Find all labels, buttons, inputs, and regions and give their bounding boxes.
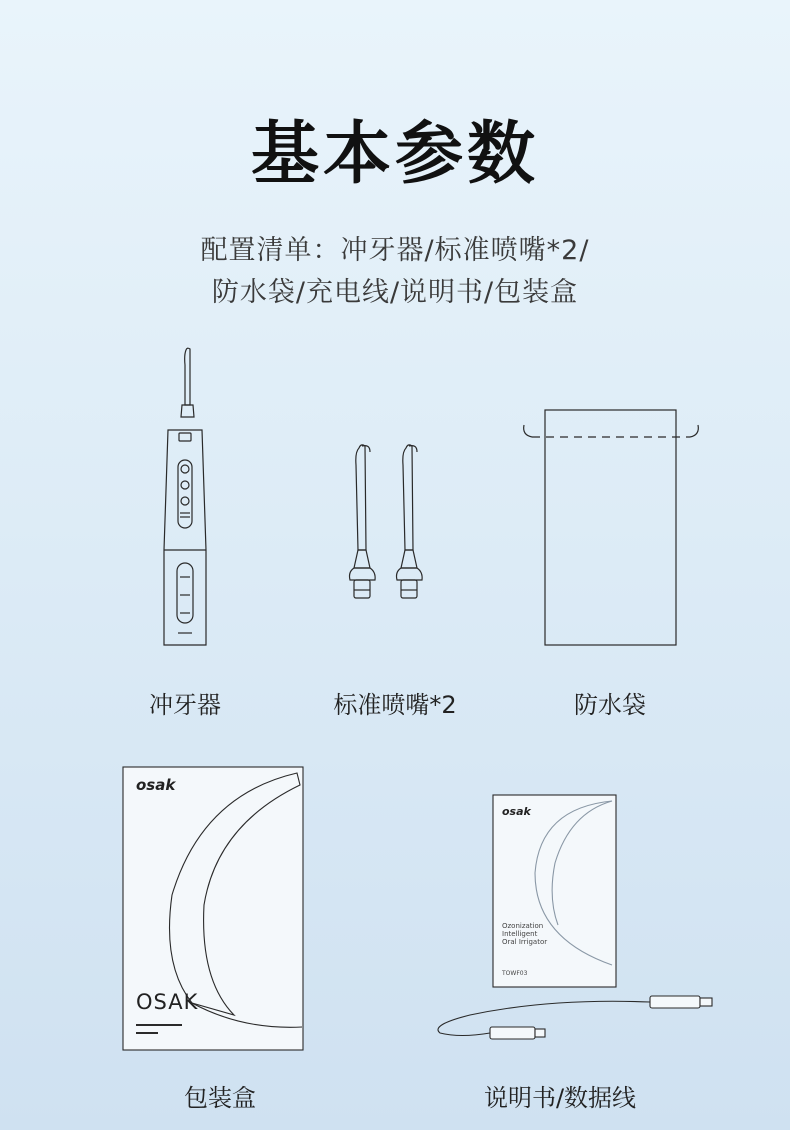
manual-text-3: Oral Irrigator	[502, 938, 548, 946]
item-label-manual-cable: 说明书/数据线	[483, 1084, 637, 1112]
nozzle-icon	[340, 440, 450, 620]
item-label-flosser: 冲牙器	[149, 691, 221, 719]
manual-text-1: Ozonization	[502, 922, 544, 930]
manual-cable-icon	[430, 793, 720, 1055]
manual-brand-logo: osak	[502, 805, 531, 818]
box-brand-logo: osak	[136, 776, 176, 794]
box-product-name: OSAK	[136, 990, 199, 1014]
water-flosser-icon	[160, 345, 210, 650]
manual-text-2: Intelligent	[502, 930, 538, 938]
item-label-bag: 防水袋	[574, 691, 646, 719]
item-label-box: 包装盒	[184, 1084, 256, 1112]
item-label-nozzle: 标准喷嘴*2	[333, 691, 457, 719]
page-title: 基本参数	[250, 115, 539, 194]
waterproof-bag-icon	[520, 405, 705, 650]
config-list-line-2: 防水袋/充电线/说明书/包装盒	[211, 277, 579, 308]
manual-model: TOWF03	[502, 970, 528, 977]
config-list-line-1: 配置清单：冲牙器/标准喷嘴*2/	[200, 235, 590, 266]
